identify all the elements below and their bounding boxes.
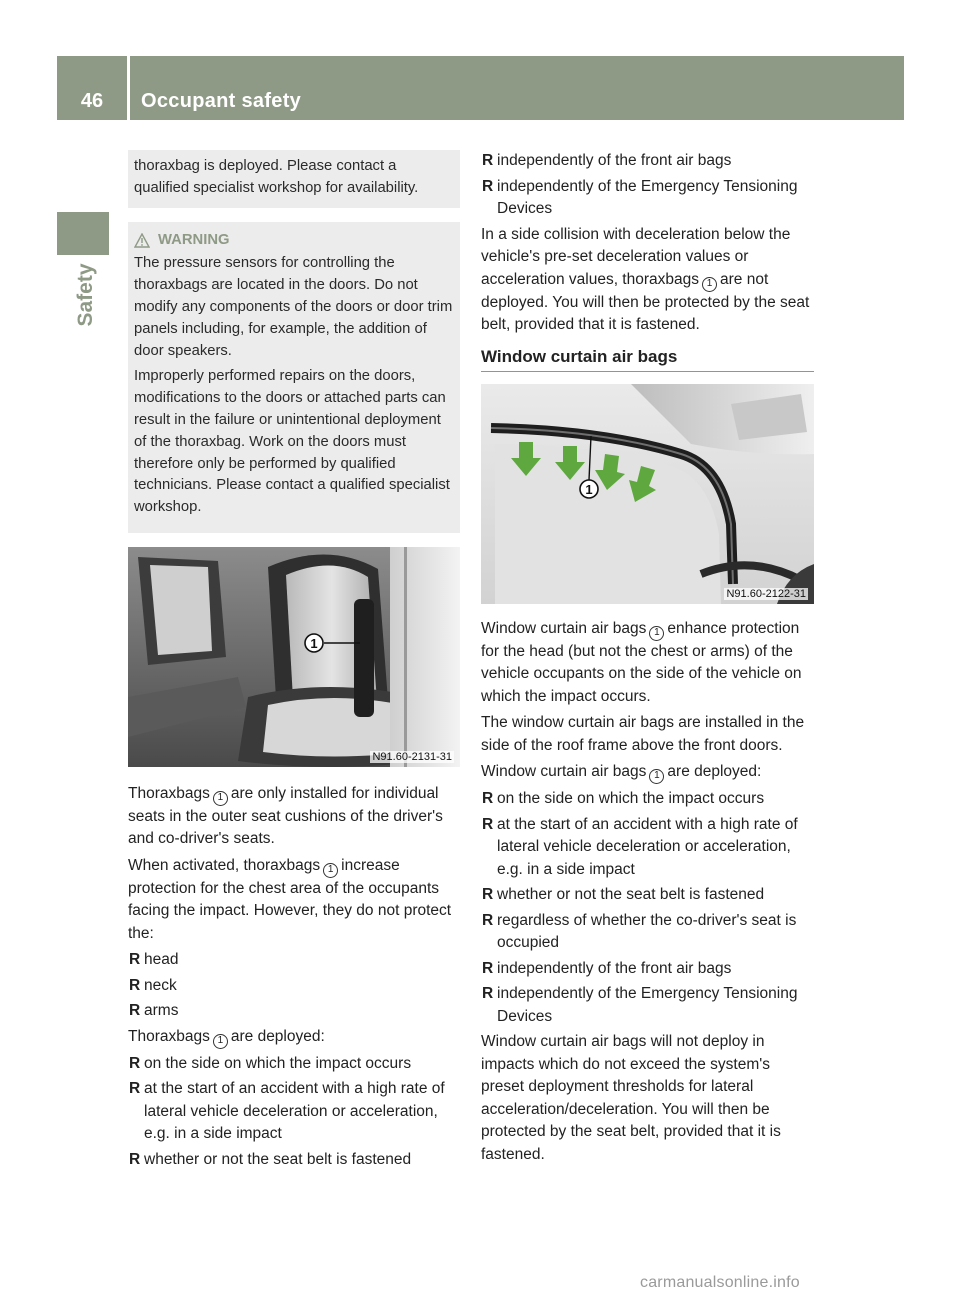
list-item-text: arms <box>144 1002 179 1020</box>
callout-marker: 1 <box>213 1034 228 1049</box>
text-span: In a side collision with deceleration below the vehicle's pre-set deceleration values or acceleration values, thoraxbags <box>481 225 791 288</box>
warning-triangle-icon <box>134 233 150 248</box>
bullet-mark: R <box>129 976 141 994</box>
thoraxbag-paragraph-2 <box>128 855 460 946</box>
bullet-mark: R <box>482 959 494 977</box>
text-span: increase protection for the chest area of the occupants facing the impact. However, they do not protect the: <box>128 856 452 942</box>
list-item-text: on the side on which the impact occurs <box>497 790 765 807</box>
text-span: are deployed: <box>667 763 762 780</box>
curtain-deploy-list <box>481 788 814 1028</box>
bullet-mark: R <box>129 1054 141 1072</box>
text-span: Window curtain air bags <box>481 619 647 637</box>
warning-header <box>134 230 454 252</box>
list-item-text: at the start of an accident with a high rate of lateral vehicle deceleration or acceleration, e.g. in a side impact <box>497 815 798 878</box>
bullet-mark: R <box>129 1150 141 1168</box>
curtain-paragraph-1 <box>481 618 814 709</box>
curtain-paragraph-2: The window curtain air bags are installed in the side of the roof frame above the front doors. <box>481 714 805 754</box>
list-item-text: independently of the front air bags <box>497 959 732 977</box>
warning-paragraph-2: Improperly performed repairs on the doors, modifications to the doors or attached parts can result in the failure or unintentional deployment of the thoraxbag. Work on the doors must therefore only be performed by qualified technicians. Please contact a qualified specialist workshop. <box>134 368 450 516</box>
text-span: are deployed: <box>230 1027 325 1045</box>
bullet-mark: R <box>482 177 494 195</box>
list-item <box>128 949 460 972</box>
bullet-mark: R <box>482 152 494 169</box>
thoraxbag-paragraph-3 <box>128 1026 460 1049</box>
text-span: When activated, thoraxbags <box>128 856 321 874</box>
callout-number: 1 <box>310 635 318 651</box>
text-span: Thoraxbags <box>128 1027 210 1045</box>
watermark: carmanualsonline.info <box>640 1274 800 1291</box>
text-span: enhance protection for the head (but not the chest or arms) of the vehicle occupants on the side of the vehicle on which the impact occurs. <box>481 619 802 705</box>
list-item-text: whether or not the seat belt is fastened <box>144 1150 412 1168</box>
list-item-text: on the side on which the impact occurs <box>144 1054 412 1072</box>
list-item <box>481 958 814 981</box>
side-collision-paragraph <box>481 224 814 337</box>
seat-illustration <box>128 547 460 767</box>
bullet-mark: R <box>129 1002 141 1020</box>
header-separator <box>127 56 130 120</box>
list-item <box>128 1149 460 1172</box>
list-item-text: regardless of whether the co-driver's seat is occupied <box>497 911 797 951</box>
bullet-mark: R <box>129 1080 141 1098</box>
note-box <box>128 150 460 208</box>
list-item <box>128 1053 460 1076</box>
list-item <box>481 176 814 221</box>
warning-box <box>128 222 460 533</box>
list-item <box>481 983 814 1028</box>
bullet-mark: R <box>482 815 494 833</box>
list-item-text: independently of the Emergency Tensioning Devices <box>497 177 798 217</box>
figure-code: N91.60-2131-31 <box>372 750 452 763</box>
callout-marker: 1 <box>213 791 228 806</box>
right-column <box>481 150 814 1170</box>
protection-exclusion-list <box>128 949 460 1023</box>
warning-paragraph-1: The pressure sensors for controlling the thoraxbags are located in the doors. Do not modify any components of the doors or door trim panels including, for example, the addition of door speakers. <box>134 255 453 359</box>
window-curtain-heading: Window curtain air bags <box>481 347 814 372</box>
thoraxbag-deploy-list <box>128 1053 460 1172</box>
page-header <box>57 56 904 120</box>
thoraxbag-paragraph-1 <box>128 783 460 851</box>
side-tab-block <box>57 212 109 255</box>
note-text: thoraxbag is deployed. Please contact a qualified specialist workshop for availability. <box>134 158 419 196</box>
list-item <box>481 910 814 955</box>
left-column <box>128 150 460 1174</box>
callout-marker: 1 <box>323 863 338 878</box>
callout-marker: 1 <box>649 769 664 784</box>
list-item <box>481 814 814 882</box>
side-tab-label: Safety <box>74 263 97 327</box>
window-curtain-figure <box>481 384 814 604</box>
list-item <box>128 1000 460 1023</box>
list-item <box>481 150 814 173</box>
list-item-text: whether or not the seat belt is fastened <box>497 886 765 903</box>
bullet-mark: R <box>482 911 494 929</box>
curtain-paragraph-4: Window curtain air bags will not deploy in impacts which do not exceed the system's preset deployment thresholds for lateral acceleration/deceleration. You will then be protected by the seat belt, provided that it is fastened. <box>481 1033 781 1163</box>
bullet-mark: R <box>482 886 494 903</box>
curtain-paragraph-3 <box>481 761 814 784</box>
page-number: 46 <box>80 90 104 112</box>
list-item <box>128 975 460 998</box>
thoraxbag-seat-figure <box>128 547 460 767</box>
list-item <box>128 1078 460 1146</box>
thoraxbag-deploy-list-continued <box>481 150 814 221</box>
list-item <box>481 788 814 811</box>
callout-marker: 1 <box>702 277 717 292</box>
callout-number: 1 <box>585 481 593 497</box>
text-span: Thoraxbags <box>128 784 210 802</box>
list-item-text: at the start of an accident with a high rate of lateral vehicle deceleration or acceleration, e.g. in a side impact <box>144 1080 445 1143</box>
list-item-text: independently of the Emergency Tensioning Devices <box>497 985 798 1025</box>
warning-title: WARNING <box>158 231 230 248</box>
text-span: are only installed for individual seats in the outer seat cushions of the driver's and co-driver's seats. <box>128 784 443 848</box>
text-span: Window curtain air bags <box>481 763 647 780</box>
figure-code: N91.60-2122-31 <box>726 587 806 600</box>
curtain-illustration <box>481 384 814 604</box>
text-span: are not deployed. You will then be protected by the seat belt, provided that it is fastened. <box>481 270 810 333</box>
list-item <box>481 884 814 907</box>
bullet-mark: R <box>482 790 494 807</box>
bullet-mark: R <box>482 985 494 1002</box>
list-item-text: head <box>144 951 179 969</box>
section-title: Occupant safety <box>141 90 302 112</box>
list-item-text: independently of the front air bags <box>497 152 732 169</box>
bullet-mark: R <box>129 951 141 969</box>
list-item-text: neck <box>144 976 177 994</box>
callout-marker: 1 <box>649 626 664 641</box>
